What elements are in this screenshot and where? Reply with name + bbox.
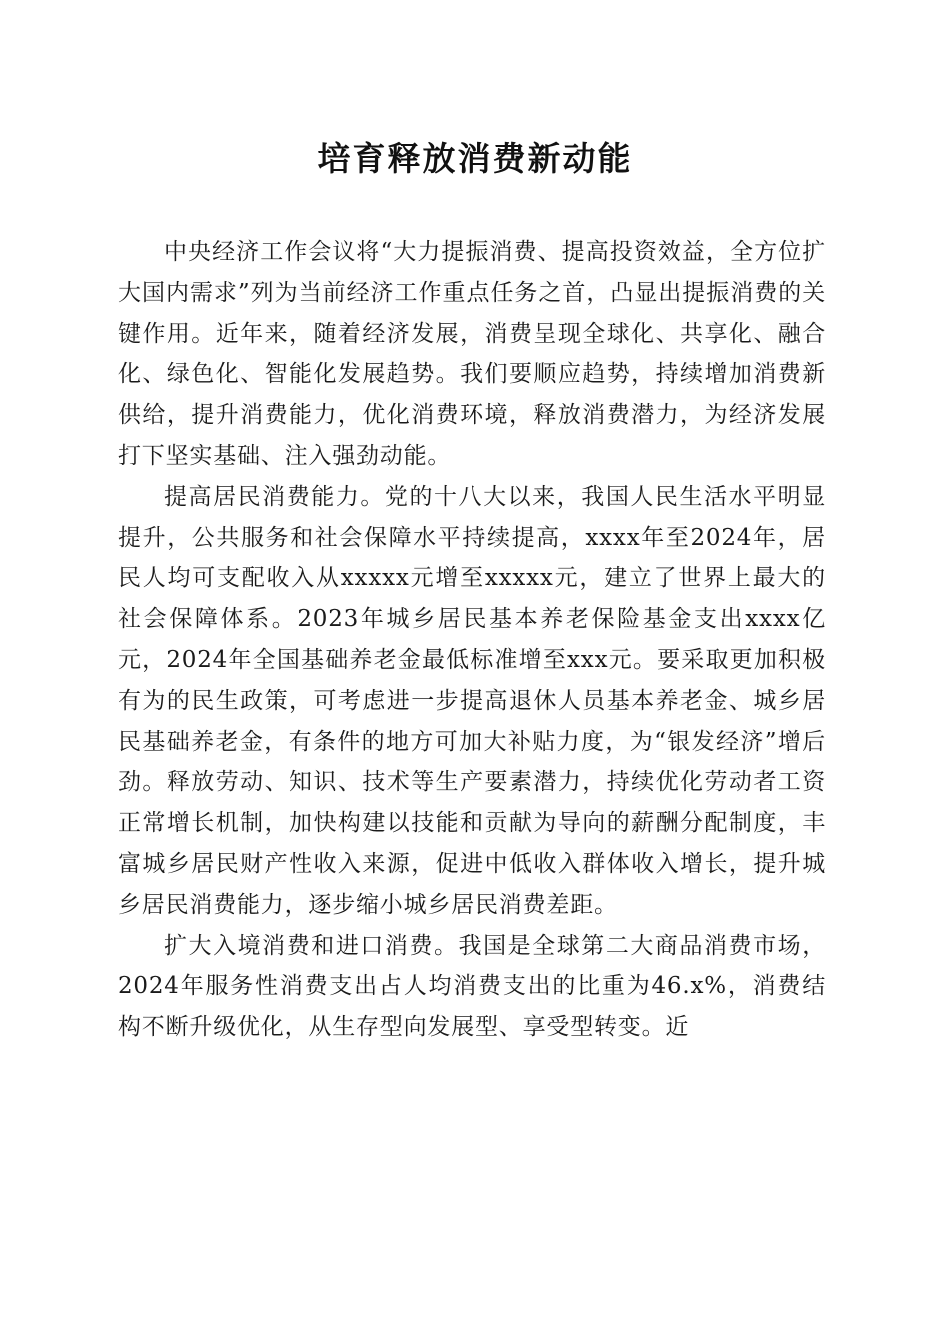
- paragraph-income: 提高居民消费能力。党的十八大以来，我国人民生活水平明显提升，公共服务和社会保障水平持续提高，xxxx年至2024年，居民人均可支配收入从xxxxx元增至xxxxx元，建立了世界上最大的社会保障体系。2023年城乡居民基本养老保险基金支出xxxx亿元，2024年全国基础养老金最低标准增至xxx元。要采取更加积极有为的民生政策，可考虑进一步提高退休人员基本养老金、城乡居民基础养老金，有条件的地方可加大补贴力度，为“银发经济”增后劲。释放劳动、知识、技术等生产要素潜力，持续优化劳动者工资正常增长机制，加快构建以技能和贡献为导向的薪酬分配制度，丰富城乡居民财产性收入来源，促进中低收入群体收入增长，提升城乡居民消费能力，逐步缩小城乡居民消费差距。: [118, 483, 826, 918]
- paragraph-inbound-consumption: 扩大入境消费和进口消费。我国是全球第二大商品消费市场，2024年服务性消费支出占人均消费支出的比重为46.x%，消费结构不断升级优化，从生存型向发展型、享受型转变。近: [118, 932, 826, 1041]
- document-body: [118, 232, 826, 1048]
- paragraph-intro: 中央经济工作会议将“大力提振消费、提高投资效益，全方位扩大国内需求”列为当前经济工作重点任务之首，凸显出提振消费的关键作用。近年来，随着经济发展，消费呈现全球化、共享化、融合化、绿色化、智能化发展趋势。我们要顺应趋势，持续增加消费新供给，提升消费能力，优化消费环境，释放消费潜力，为经济发展打下坚实基础、注入强劲动能。: [118, 239, 826, 469]
- document-title: 培育释放消费新动能: [317, 139, 633, 178]
